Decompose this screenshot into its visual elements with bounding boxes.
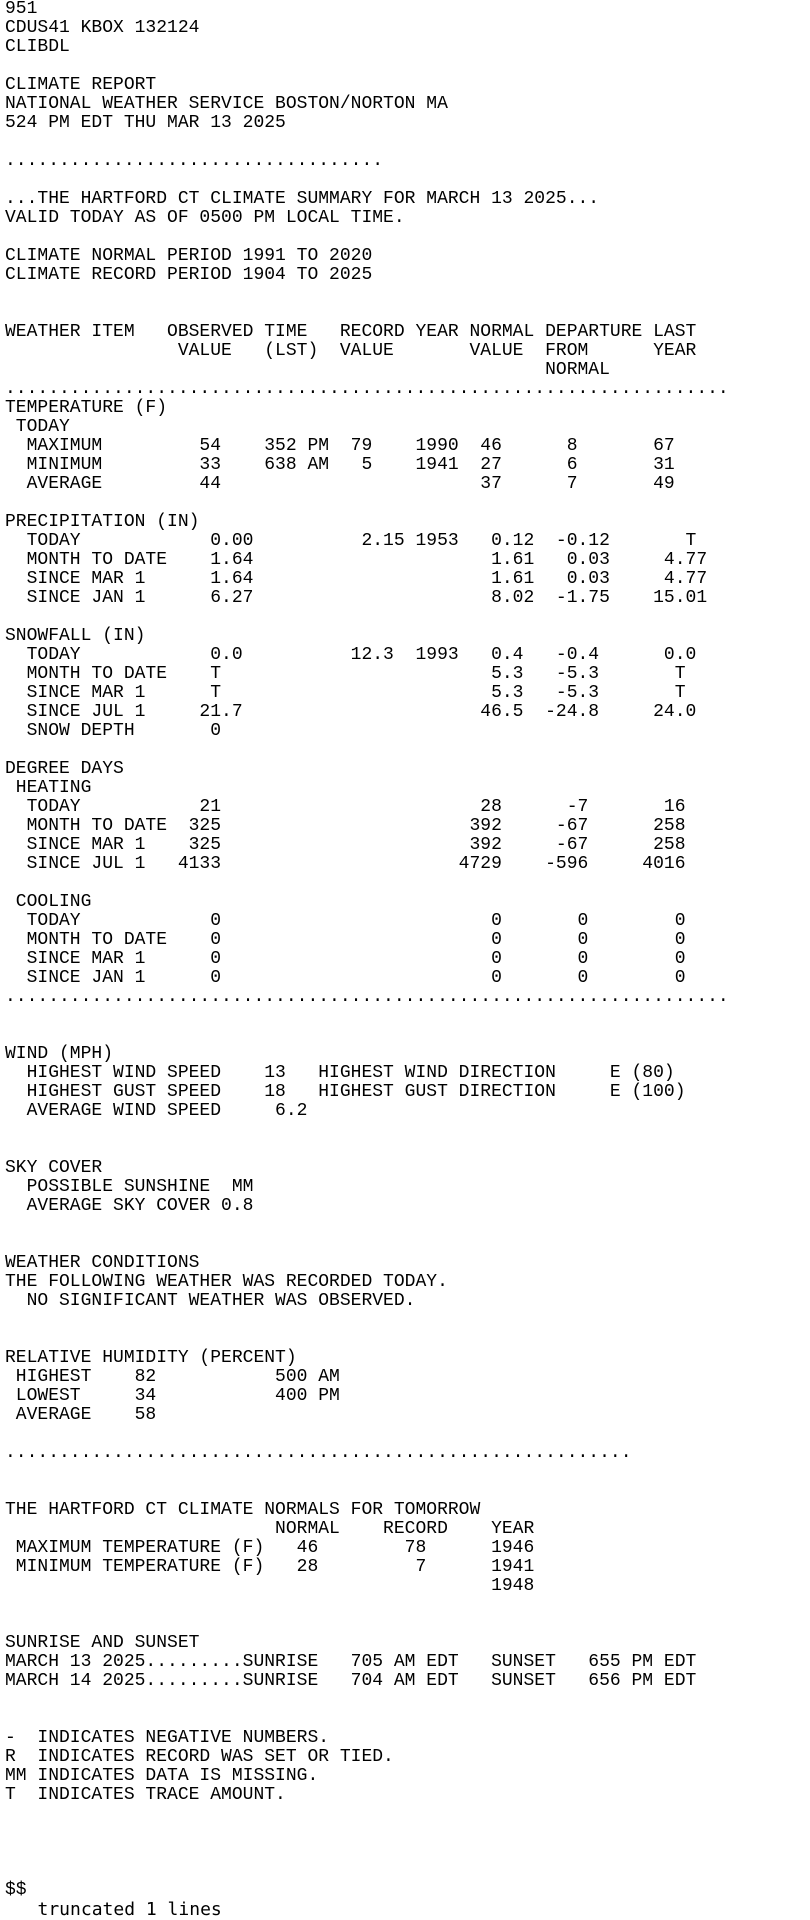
report-line: AVERAGE 58 [5, 1405, 157, 1425]
report-line [5, 1216, 810, 1235]
report-line [5, 1691, 810, 1710]
report-line [5, 1482, 810, 1501]
report-line: HIGHEST WIND SPEED 13 HIGHEST WIND DIRECTION E (80) [5, 1063, 675, 1083]
report-line: WEATHER ITEM OBSERVED TIME RECORD YEAR NORMAL DEPARTURE LAST [5, 322, 697, 342]
report-line: 951 [5, 0, 38, 19]
report-line: NORMAL [5, 360, 610, 380]
report-line: SNOWFALL (IN) [5, 626, 146, 646]
report-line: - INDICATES NEGATIVE NUMBERS. [5, 1728, 330, 1748]
report-line: SNOW DEPTH 0 [5, 721, 222, 741]
report-line [5, 304, 810, 323]
report-line: SINCE MAR 1 1.64 1.61 0.03 4.77 [5, 569, 708, 589]
report-line [5, 1862, 810, 1881]
report-line: SINCE JUL 1 21.7 46.5 -24.8 24.0 [5, 702, 697, 722]
report-line [5, 1463, 810, 1482]
report-line: SINCE JAN 1 6.27 8.02 -1.75 15.01 [5, 588, 708, 608]
report-line: AVERAGE WIND SPEED 6.2 [5, 1101, 308, 1121]
report-line: RELATIVE HUMIDITY (PERCENT) [5, 1348, 297, 1368]
report-line: MAXIMUM TEMPERATURE (F) 46 78 1946 [5, 1538, 535, 1558]
report-line [5, 1026, 810, 1045]
report-line: TODAY 21 28 -7 16 [5, 797, 686, 817]
report-line: HIGHEST GUST SPEED 18 HIGHEST GUST DIRECTION E (100) [5, 1082, 686, 1102]
report-line: AVERAGE 44 37 7 49 [5, 474, 675, 494]
report-line: TEMPERATURE (F) [5, 398, 168, 418]
report-line: CLIMATE REPORT [5, 75, 157, 95]
report-line [5, 741, 810, 760]
report-line [5, 228, 810, 247]
report-line: MONTH TO DATE 0 0 0 0 [5, 930, 686, 950]
report-line: COOLING [5, 892, 92, 912]
report-line: ................................................................... [5, 987, 729, 1007]
report-line: NO SIGNIFICANT WEATHER WAS OBSERVED. [5, 1291, 416, 1311]
report-line: PRECIPITATION (IN) [5, 512, 200, 532]
report-line: T INDICATES TRACE AMOUNT. [5, 1785, 286, 1805]
report-line: TODAY 0.0 12.3 1993 0.4 -0.4 0.0 [5, 645, 697, 665]
report-line: MONTH TO DATE T 5.3 -5.3 T [5, 664, 686, 684]
report-line: MARCH 14 2025.........SUNRISE 704 AM EDT SUNSET 656 PM EDT [5, 1671, 697, 1691]
report-line [5, 285, 810, 304]
report-line: SINCE JUL 1 4133 4729 -596 4016 [5, 854, 686, 874]
report-line: LOWEST 34 400 PM [5, 1386, 340, 1406]
report-line: SINCE JAN 1 0 0 0 0 [5, 968, 686, 988]
report-line [5, 1140, 810, 1159]
report-line: 524 PM EDT THU MAR 13 2025 [5, 113, 286, 133]
report-line: DEGREE DAYS [5, 759, 124, 779]
report-line: ...THE HARTFORD CT CLIMATE SUMMARY FOR MARCH 13 2025... [5, 189, 600, 209]
report-line: POSSIBLE SUNSHINE MM [5, 1177, 254, 1197]
report-line: $$ [5, 1880, 27, 1900]
report-line: HIGHEST 82 500 AM [5, 1367, 340, 1387]
report-line: HEATING [5, 778, 92, 798]
report-line [5, 1425, 810, 1444]
report-line [5, 1235, 810, 1254]
report-line [5, 1007, 810, 1026]
report-line: SKY COVER [5, 1158, 103, 1178]
report-line: NATIONAL WEATHER SERVICE BOSTON/NORTON MA [5, 94, 448, 114]
climate-report-document [5, 0, 810, 1920]
report-line: MAXIMUM 54 352 PM 79 1990 46 8 67 [5, 436, 675, 456]
report-line: THE FOLLOWING WEATHER WAS RECORDED TODAY. [5, 1272, 448, 1292]
report-line: MINIMUM 33 638 AM 5 1941 27 6 31 [5, 455, 675, 475]
report-line: CLIBDL [5, 37, 70, 57]
report-line: THE HARTFORD CT CLIMATE NORMALS FOR TOMORROW [5, 1500, 481, 1520]
report-line: WEATHER CONDITIONS [5, 1253, 200, 1273]
report-text [5, 0, 810, 1900]
report-line [5, 1824, 810, 1843]
report-line: MINIMUM TEMPERATURE (F) 28 7 1941 [5, 1557, 535, 1577]
report-line: 1948 [5, 1576, 535, 1596]
report-line: SUNRISE AND SUNSET [5, 1633, 200, 1653]
report-line: WIND (MPH) [5, 1044, 114, 1064]
report-line [5, 133, 810, 152]
report-line: SINCE MAR 1 325 392 -67 258 [5, 835, 686, 855]
report-line: CDUS41 KBOX 132124 [5, 18, 200, 38]
report-line [5, 1615, 810, 1634]
report-line [5, 57, 810, 76]
report-line: NORMAL RECORD YEAR [5, 1519, 535, 1539]
report-line [5, 1596, 810, 1615]
report-line: AVERAGE SKY COVER 0.8 [5, 1196, 254, 1216]
report-line [5, 171, 810, 190]
report-line: SINCE MAR 1 T 5.3 -5.3 T [5, 683, 686, 703]
report-line: MONTH TO DATE 1.64 1.61 0.03 4.77 [5, 550, 708, 570]
report-line: VALUE (LST) VALUE VALUE FROM YEAR [5, 341, 697, 361]
report-line [5, 1843, 810, 1862]
truncated-note: truncated 1 lines [5, 1899, 222, 1920]
report-line: CLIMATE NORMAL PERIOD 1991 TO 2020 [5, 246, 373, 266]
report-line: MM INDICATES DATA IS MISSING. [5, 1766, 319, 1786]
report-line: VALID TODAY AS OF 0500 PM LOCAL TIME. [5, 208, 405, 228]
report-line: MARCH 13 2025.........SUNRISE 705 AM EDT SUNSET 655 PM EDT [5, 1652, 697, 1672]
report-line [5, 1330, 810, 1349]
report-line: ................................... [5, 151, 384, 171]
report-line [5, 608, 810, 627]
report-line [5, 494, 810, 513]
report-line: R INDICATES RECORD WAS SET OR TIED. [5, 1747, 394, 1767]
report-line [5, 874, 810, 893]
report-line [5, 1805, 810, 1824]
report-line: MONTH TO DATE 325 392 -67 258 [5, 816, 686, 836]
report-line [5, 1121, 810, 1140]
report-line: .......................................................... [5, 1443, 632, 1463]
report-line: TODAY 0.00 2.15 1953 0.12 -0.12 T [5, 531, 697, 551]
report-line: ................................................................... [5, 379, 729, 399]
report-line [5, 1311, 810, 1330]
report-line: CLIMATE RECORD PERIOD 1904 TO 2025 [5, 265, 373, 285]
report-line [5, 1710, 810, 1729]
report-line: SINCE MAR 1 0 0 0 0 [5, 949, 686, 969]
report-line: TODAY 0 0 0 0 [5, 911, 686, 931]
report-line: TODAY [5, 417, 70, 437]
